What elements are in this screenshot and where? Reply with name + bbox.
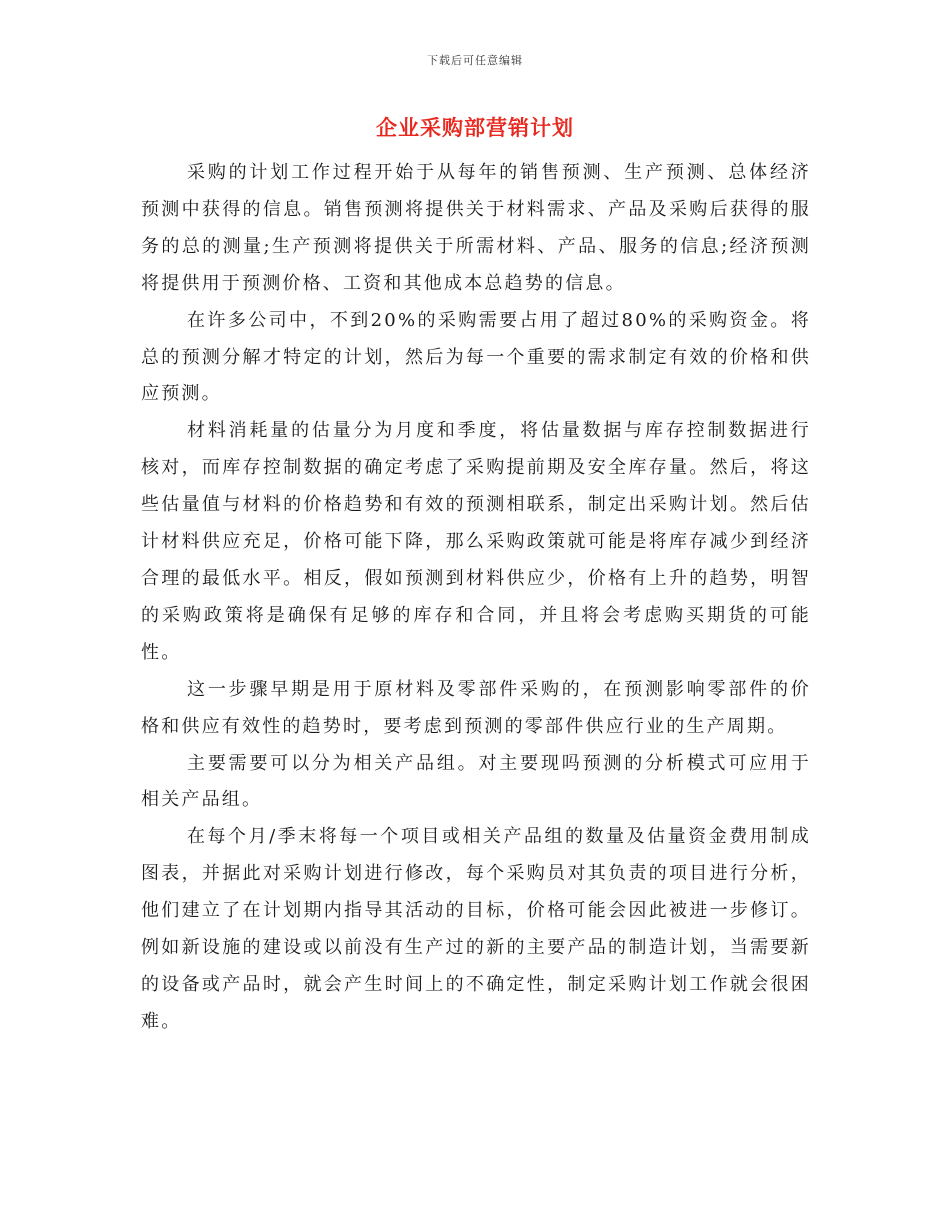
paragraph-6: 在每个月/季末将每一个项目或相关产品组的数量及估量资金费用制成图表，并据此对采购计划进行修改，每个采购员对其负责的项目进行分析，他们建立了在计划期内指导其活动的目标，价格可能会因此被进一步修订。例如新设施的建设或以前没有生产过的新的主要产品的制造计划，当需要新的设备或产品时，就会产生时间上的不确定性，制定采购计划工作就会很困难。 [141,826,811,1032]
paragraph-2: 在许多公司中，不到20%的采购需要占用了超过80%的采购资金。将总的预测分解才特定的计划，然后为每一个重要的需求制定有效的价格和供应预测。 [141,309,811,405]
paragraph-4: 这一步骤早期是用于原材料及零部件采购的，在预测影响零部件的价格和供应有效性的趋势时，要考虑到预测的零部件供应行业的生产周期。 [141,678,811,737]
document-title: 企业采购部营销计划 [376,115,574,140]
paragraph-3: 材料消耗量的估量分为月度和季度，将估量数据与库存控制数据进行核对，而库存控制数据的确定考虑了采购提前期及安全库存量。然后，将这些估量值与材料的价格趋势和有效的预测相联系，制定出采购计划。然后估计材料供应充足，价格可能下降，那么采购政策就可能是将库存减少到经济合理的最低水平。相反，假如预测到材料供应少，价格有上升的趋势，明智的采购政策将是确保有足够的库存和合同，并且将会考虑购买期货的可能性。 [141,420,811,663]
paragraph-5: 主要需要可以分为相关产品组。对主要现吗预测的分析模式可应用于相关产品组。 [141,752,811,811]
header-note: 下载后可任意编辑 [427,54,523,67]
document-body [141,155,811,1041]
paragraph-1: 采购的计划工作过程开始于从每年的销售预测、生产预测、总体经济预测中获得的信息。销售预测将提供关于材料需求、产品及采购后获得的服务的总的测量;生产预测将提供关于所需材料、产品、服务的信息;经济预测将提供用于预测价格、工资和其他成本总趋势的信息。 [141,162,811,294]
